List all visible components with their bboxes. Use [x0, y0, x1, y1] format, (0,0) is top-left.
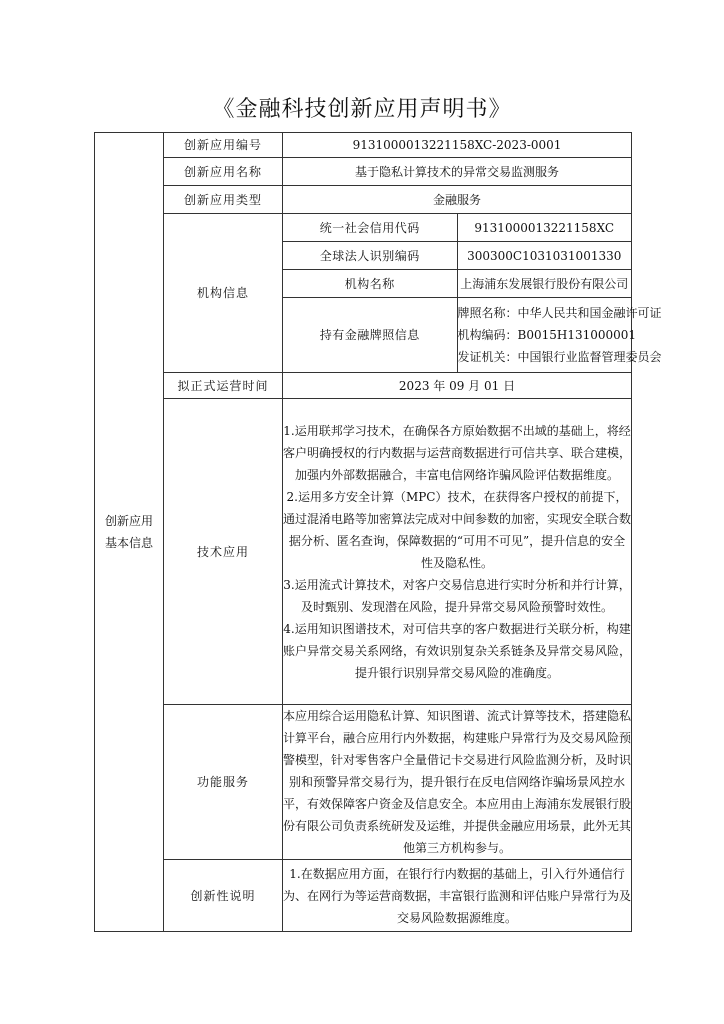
tech-item-4: 4.运用知识图谱技术，对可信共享的客户数据进行关联分析，构建账户异常交易关系网络，有效识别复杂关系链条及异常交易风险，提升银行识别异常交易风险的准确度。 [283, 621, 632, 680]
credit-code-label: 统一社会信用代码 [283, 214, 458, 242]
document-title: 《金融科技创新应用声明书》 [212, 97, 512, 122]
app-type-label: 创新应用类型 [164, 186, 283, 214]
section-label-line-1: 创新应用 [104, 514, 153, 528]
row-tech [95, 399, 632, 705]
org-info-label: 机构信息 [164, 214, 283, 373]
row-app-type [95, 186, 632, 214]
lei-label: 全球法人识别编码 [283, 242, 458, 270]
row-credit-code [95, 214, 632, 242]
org-name-label: 机构名称 [283, 270, 458, 298]
tech-content [283, 399, 632, 705]
function-label: 功能服务 [164, 705, 283, 860]
launch-time-label: 拟正式运营时间 [164, 373, 283, 399]
row-launch-time [95, 373, 632, 399]
license-label: 持有金融牌照信息 [283, 298, 458, 373]
innovation-label: 创新性说明 [164, 860, 283, 932]
row-innovation [95, 860, 632, 932]
tech-item-3: 3.运用流式计算技术，对客户交易信息进行实时分析和并行计算，及时甄别、发现潜在风险，提升异常交易风险预警时效性。 [283, 577, 631, 614]
section-label-line-2: 基本信息 [104, 536, 153, 550]
license-info [457, 298, 662, 373]
license-line-code: 机构编码：B0015H131000001 [457, 328, 637, 342]
section-label-basic-info [95, 133, 164, 932]
row-app-name [95, 158, 632, 186]
declaration-table [94, 132, 662, 932]
org-name-value: 上海浦东发展银行股份有限公司 [457, 270, 632, 298]
row-app-number [95, 133, 632, 158]
tech-item-1: 1.运用联邦学习技术，在确保各方原始数据不出域的基础上，将经客户明确授权的行内数据与运营商数据进行可信共享、联合建模，加强内外部数据融合，丰富电信网络诈骗风险评估数据维度。 [283, 423, 632, 482]
function-content [283, 705, 632, 860]
tech-item-2: 2.运用多方安全计算（MPC）技术，在获得客户授权的前提下，通过混淆电路等加密算法完成对中间参数的加密，实现安全联合数据分析、匿名查询，保障数据的“可用不可见”，提升信息的安全性及隐私性。 [283, 489, 632, 570]
app-number-label: 创新应用编号 [164, 133, 283, 158]
credit-code-value: 9131000013221158XC [457, 214, 632, 242]
tech-label: 技术应用 [164, 399, 283, 705]
launch-time-value: 2023 年 09 月 01 日 [283, 373, 632, 399]
function-text: 本应用综合运用隐私计算、知识图谱、流式计算等技术，搭建隐私计算平台，融合应用行内外数据，构建账户异常行为及交易风险预警模型，针对零售客户全量借记卡交易进行风险监测分析，及时识别和预警异常交易行为，提升银行在反电信网络诈骗场景风控水平，有效保障客户资金及信息安全。本应用由上海浦东发展银行股份有限公司负责系统研发及运维，并提供金融应用场景，此外无其他第三方机构参与。 [283, 709, 632, 855]
innovation-content [283, 860, 632, 932]
app-name-value: 基于隐私计算技术的异常交易监测服务 [283, 158, 632, 186]
row-function [95, 705, 632, 860]
license-line-issuer: 发证机关：中国银行业监督管理委员会 [457, 350, 662, 364]
app-number-value: 9131000013221158XC-2023-0001 [283, 133, 632, 158]
app-type-value: 金融服务 [283, 186, 632, 214]
innovation-text: 1.在数据应用方面，在银行行内数据的基础上，引入行外通信行为、在网行为等运营商数据，丰富银行监测和评估账户异常行为及交易风险数据源维度。 [283, 866, 632, 925]
license-line-name: 牌照名称：中华人民共和国金融许可证 [457, 306, 662, 320]
app-name-label: 创新应用名称 [164, 158, 283, 186]
lei-value: 300300C1031031001330 [457, 242, 632, 270]
